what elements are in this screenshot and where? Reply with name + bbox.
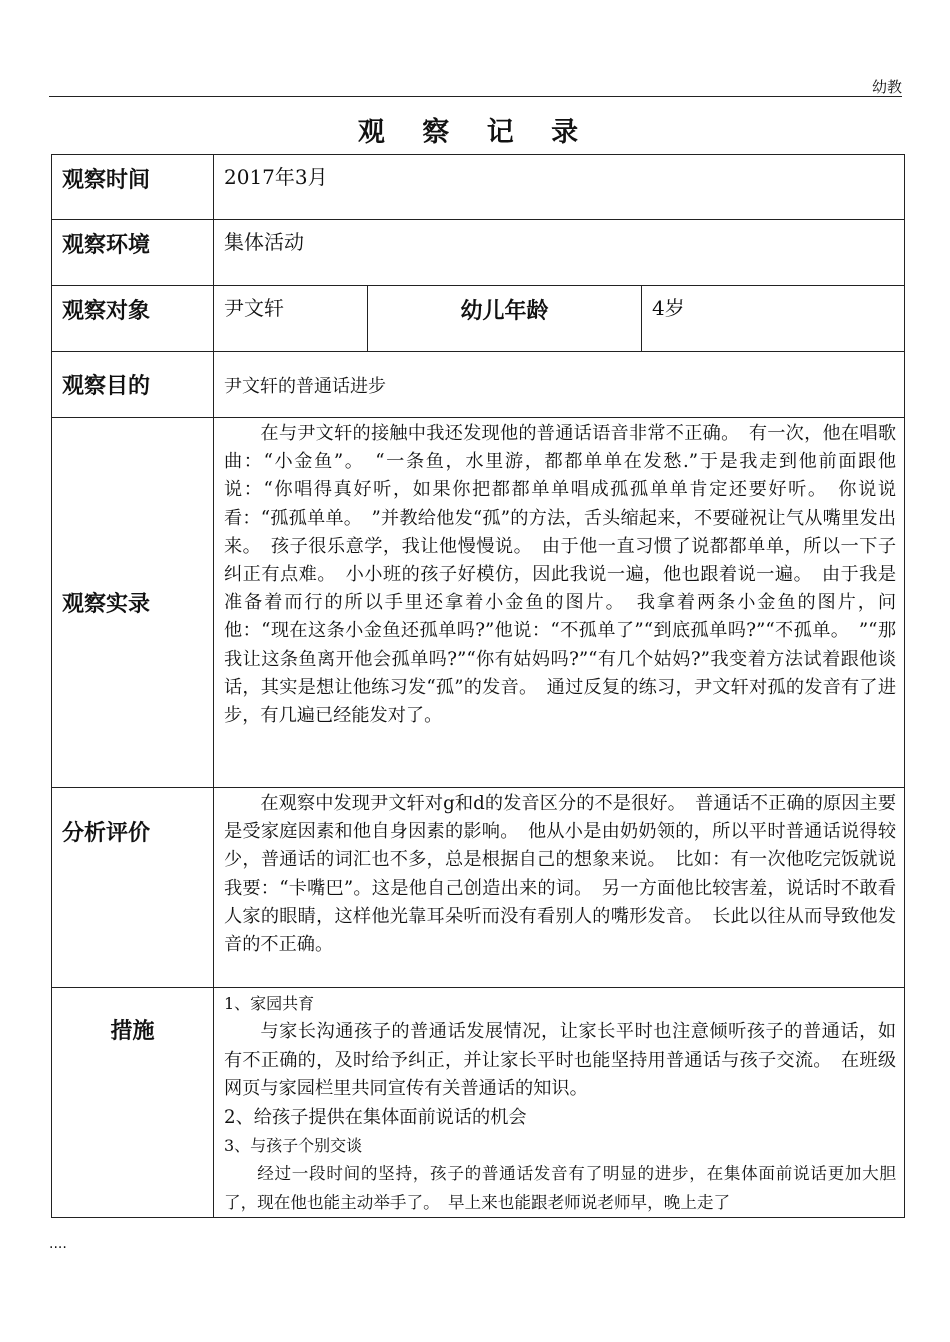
measures-label: 措施 [52, 988, 214, 1218]
analysis-label: 分析评价 [52, 788, 214, 988]
row-record [52, 418, 905, 788]
row-environment [52, 220, 905, 286]
page-title: 观 察 记 录 [357, 117, 593, 148]
purpose-value: 尹文轩的普通话进步 [214, 352, 905, 418]
record-text: 在与尹文轩的接触中我还发现他的普通话语音非常不正确。 有一次，他在唱歌曲：“小金鱼”。 “一条鱼，水里游，都都单单在发愁.”于是我走到他前面跟他说：“你唱得真好听，如果你把都都单单唱成孤孤单单肯定还要好听。 你说说看：“孤孤单单。 ”并教给他发“孤”的方法，舌头缩起来，不要碰祝让气从嘴里发出来。 孩子很乐意学，我让他慢慢说。 由于他一直习惯了说都都单单，所以一下子纠正有点难。 小小班的孩子好模仿，因此我说一遍，他也跟着说一遍。 由于我是准备着而行的所以手里还拿着小金鱼的图片。 我拿着两条小金鱼的图片，问他：“现在这条小金鱼还孤单吗?”他说：“不孤单了”“到底孤单吗?”“不孤单。 ”“那我让这条鱼离开他会孤单吗?”“你有姑妈吗?”“有几个姑妈?”我变着方法试着跟他谈话，其实是想让他练习发“孤”的发音。 通过反复的练习，尹文轩对孤的发音有了进步，有几遍已经能发对了。 [214, 418, 905, 788]
row-purpose [52, 352, 905, 418]
footer-ellipsis: .... [49, 1236, 67, 1252]
row-time [52, 155, 905, 220]
age-label: 幼儿年龄 [368, 286, 642, 352]
measures-item1-title: 1、家园共育 [224, 994, 315, 1013]
header-category: 幼教 [871, 78, 902, 96]
environment-value: 集体活动 [214, 220, 905, 286]
measures-item1-text: 与家长沟通孩子的普通话发展情况，让家长平时也注意倾听孩子的普通话，如有不正确的，及时给予纠正，并让家长平时也能坚持用普通话与孩子交流。 在班级网页与家园栏里共同宣传有关普通话的知识。 [224, 1021, 897, 1100]
time-value: 2017年3月 [214, 155, 905, 220]
measures-item3-title: 3、与孩子个别交谈 [224, 1136, 363, 1156]
subject-label: 观察对象 [52, 286, 214, 352]
row-subject [52, 286, 905, 352]
time-label: 观察时间 [52, 155, 214, 220]
row-analysis [52, 788, 905, 988]
record-label: 观察实录 [52, 418, 214, 788]
age-value: 4岁 [642, 286, 905, 352]
analysis-text: 在观察中发现尹文轩对g和d的发音区分的不是很好。 普通话不正确的原因主要是受家庭因素和他自身因素的影响。 他从小是由奶奶领的，所以平时普通话说得较少，普通话的词汇也不多，总是根据自己的想象来说。 比如：有一次他吃完饭就说我要：“卡嘴巴”。这是他自己创造出来的词。 另一方面他比较害羞，说话时不敢看人家的眼睛，这样他光靠耳朵听而没有看别人的嘴形发音。 长此以往从而导致他发音的不正确。 [214, 788, 905, 988]
purpose-label: 观察目的 [52, 352, 214, 418]
row-measures [52, 988, 905, 1218]
subject-value: 尹文轩 [214, 286, 368, 352]
measures-item2-title: 2、给孩子提供在集体面前说话的机会 [224, 1106, 527, 1128]
environment-label: 观察环境 [52, 220, 214, 286]
header-divider [49, 96, 902, 97]
measures-item3-text: 经过一段时间的坚持，孩子的普通话发音有了明显的进步，在集体面前说话更加大胆了，现在他也能主动举手了。 早上来也能跟老师说老师早，晚上走了 [224, 1164, 897, 1212]
measures-content [214, 988, 905, 1218]
observation-table [51, 154, 905, 1218]
